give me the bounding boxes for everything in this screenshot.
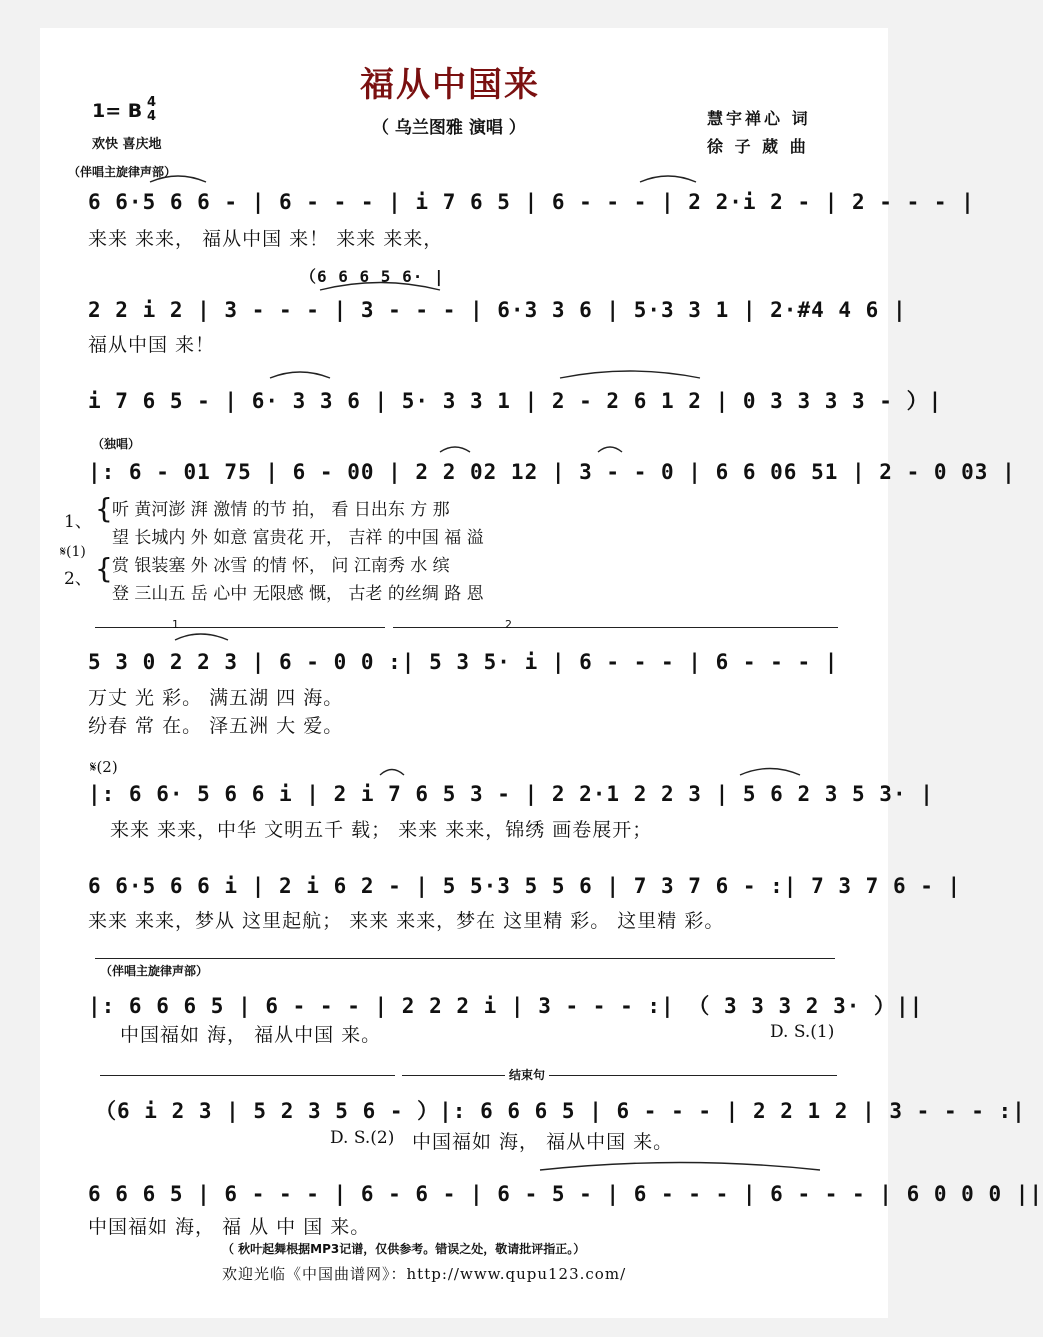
notation-row-8: |: 6 6 6 5 | 6 - - - | 2 2 2 i | 3 - - - :| （ 3 3 3 2 3· ）|| bbox=[88, 994, 924, 1018]
slur-9 bbox=[380, 770, 404, 776]
notation-row-2: 2 2 i 2 | 3 - - - | 3 - - - | 6·3 3 6 | 5·3 3 1 | 2·#4 4 6 | bbox=[88, 298, 907, 322]
time-top: 4 bbox=[147, 95, 157, 110]
verse-number-1: 1、 bbox=[64, 512, 92, 532]
verse-line-3: 赏 银装塞 外 冰雪 的情 怀， 问 江南秀 水 缤 bbox=[112, 556, 450, 576]
slur-3 bbox=[320, 283, 440, 291]
lyric-row-5a: 万丈 光 彩。 满五湖 四 海。 bbox=[88, 687, 344, 709]
segno-1: 𝄋(1) bbox=[60, 544, 86, 560]
slur-7 bbox=[598, 447, 622, 452]
ds-1-marking: D. S.(1) bbox=[770, 1022, 835, 1042]
volta-number-2: 2 bbox=[505, 618, 512, 631]
lyric-row-2: 福从中国 来！ bbox=[88, 334, 216, 356]
site-welcome: 欢迎光临《中国曲谱网》：http://www.qupu123.com/ bbox=[222, 1265, 627, 1283]
lyric-row-1: 来来 来来， 福从中国 来！ 来来 来来， bbox=[88, 228, 444, 250]
verse-number-2: 2、 bbox=[64, 569, 92, 589]
volta-number-1: 1 bbox=[172, 618, 179, 631]
segno-2: 𝄋(2) bbox=[90, 758, 118, 776]
verse-line-1: 听 黄河澎 湃 激情 的节 拍， 看 日出东 方 那 bbox=[112, 500, 450, 520]
notation-row-7: 6 6·5 6 6 i | 2 i 6 2 - | 5 5·3 5 5 6 | 7 3 7 6 - :| 7 3 7 6 - | bbox=[88, 874, 962, 898]
slur-11 bbox=[540, 1163, 820, 1171]
lyric-row-6: 来来 来来，中华 文明五千 载； 来来 来来，锦绣 画卷展开； bbox=[110, 819, 653, 841]
lyric-row-5b: 纷春 常 在。 泽五洲 大 爱。 bbox=[88, 715, 344, 737]
slur-10 bbox=[740, 769, 800, 776]
song-title: 福从中国来 bbox=[360, 65, 540, 105]
slur-2 bbox=[640, 176, 696, 182]
notation-row-2-pickup: （6 6 6 5 6· | bbox=[300, 267, 445, 286]
slur-4 bbox=[270, 372, 330, 378]
slur-8 bbox=[175, 634, 228, 640]
tempo-marking: 欢快 喜庆地 bbox=[92, 137, 162, 152]
lyric-row-10: 中国福如 海， 福 从 中 国 来。 bbox=[88, 1216, 371, 1238]
backing-vocal-label-2: （伴唱主旋律声部） bbox=[100, 964, 209, 978]
lyric-row-7: 来来 来来，梦从 这里起航； 来来 来来，梦在 这里精 彩。 这里精 彩。 bbox=[88, 910, 725, 932]
ending-label: 结束句 bbox=[505, 1066, 549, 1083]
notation-row-9: （6 i 2 3 | 5 2 3 5 6 - ）|: 6 6 6 5 | 6 - - - | 2 2 1 2 | 3 - - - :| bbox=[95, 1099, 1026, 1123]
notation-row-6: |: 6 6· 5 6 6 i | 2 i 7 6 5 3 - | 2 2·1 2 2 3 | 5 6 2 3 5 3· | bbox=[88, 782, 934, 806]
lyricist-credit: 慧宇禅心 词 bbox=[707, 109, 811, 128]
ds-2-marking: D. S.(2) bbox=[330, 1128, 395, 1148]
verse-brace-2: { bbox=[95, 552, 113, 585]
verse-line-4: 登 三山五 岳 心中 无限感 慨， 古老 的丝绸 路 恩 bbox=[112, 584, 484, 604]
notation-row-3: i 7 6 5 - | 6· 3 3 6 | 5· 3 3 1 | 2 - 2 6 1 2 | 0 3 3 3 3 - ）| bbox=[88, 389, 943, 413]
lyric-row-8: 中国福如 海， 福从中国 来。 bbox=[120, 1024, 382, 1046]
transcription-note: （ 秋叶起舞根据MP3记谱，仅供参考。错误之处，敬请批评指正。） bbox=[222, 1242, 586, 1256]
notation-row-5: 5 3 0 2 2 3 | 6 - 0 0 :| 5 3 5· i | 6 - - - | 6 - - - | bbox=[88, 650, 839, 674]
composer-credit: 徐 子 葳 曲 bbox=[707, 137, 809, 156]
solo-label: （独唱） bbox=[92, 437, 141, 451]
slur-6 bbox=[440, 447, 470, 452]
notation-row-10: 6 6 6 5 | 6 - - - | 6 - 6 - | 6 - 5 - | 6 - - - | 6 - - - | 6 0 0 0 || bbox=[88, 1182, 1043, 1206]
notation-row-4: |: 6 - 01 75 | 6 - 00 | 2 2 02 12 | 3 - - 0 | 6 6 06 51 | 2 - 0 03 | bbox=[88, 460, 1016, 484]
verse-brace-1: { bbox=[95, 492, 113, 525]
time-bottom: 4 bbox=[147, 109, 157, 124]
verse-line-2: 望 长城内 外 如意 富贵花 开， 吉祥 的中国 福 溢 bbox=[112, 528, 484, 548]
slur-5 bbox=[560, 371, 700, 378]
key-signature: 1= B bbox=[92, 100, 143, 122]
backing-vocal-label: （伴唱主旋律声部） bbox=[68, 165, 177, 179]
slur-1 bbox=[150, 176, 206, 182]
notation-row-1: 6 6·5 6 6 - | 6 - - - | i 7 6 5 | 6 - - - | 2 2·i 2 - | 2 - - - | bbox=[88, 190, 975, 214]
singer-credit: （ 乌兰图雅 演唱 ） bbox=[372, 118, 526, 138]
lyric-row-9: 中国福如 海， 福从中国 来。 bbox=[412, 1131, 674, 1153]
